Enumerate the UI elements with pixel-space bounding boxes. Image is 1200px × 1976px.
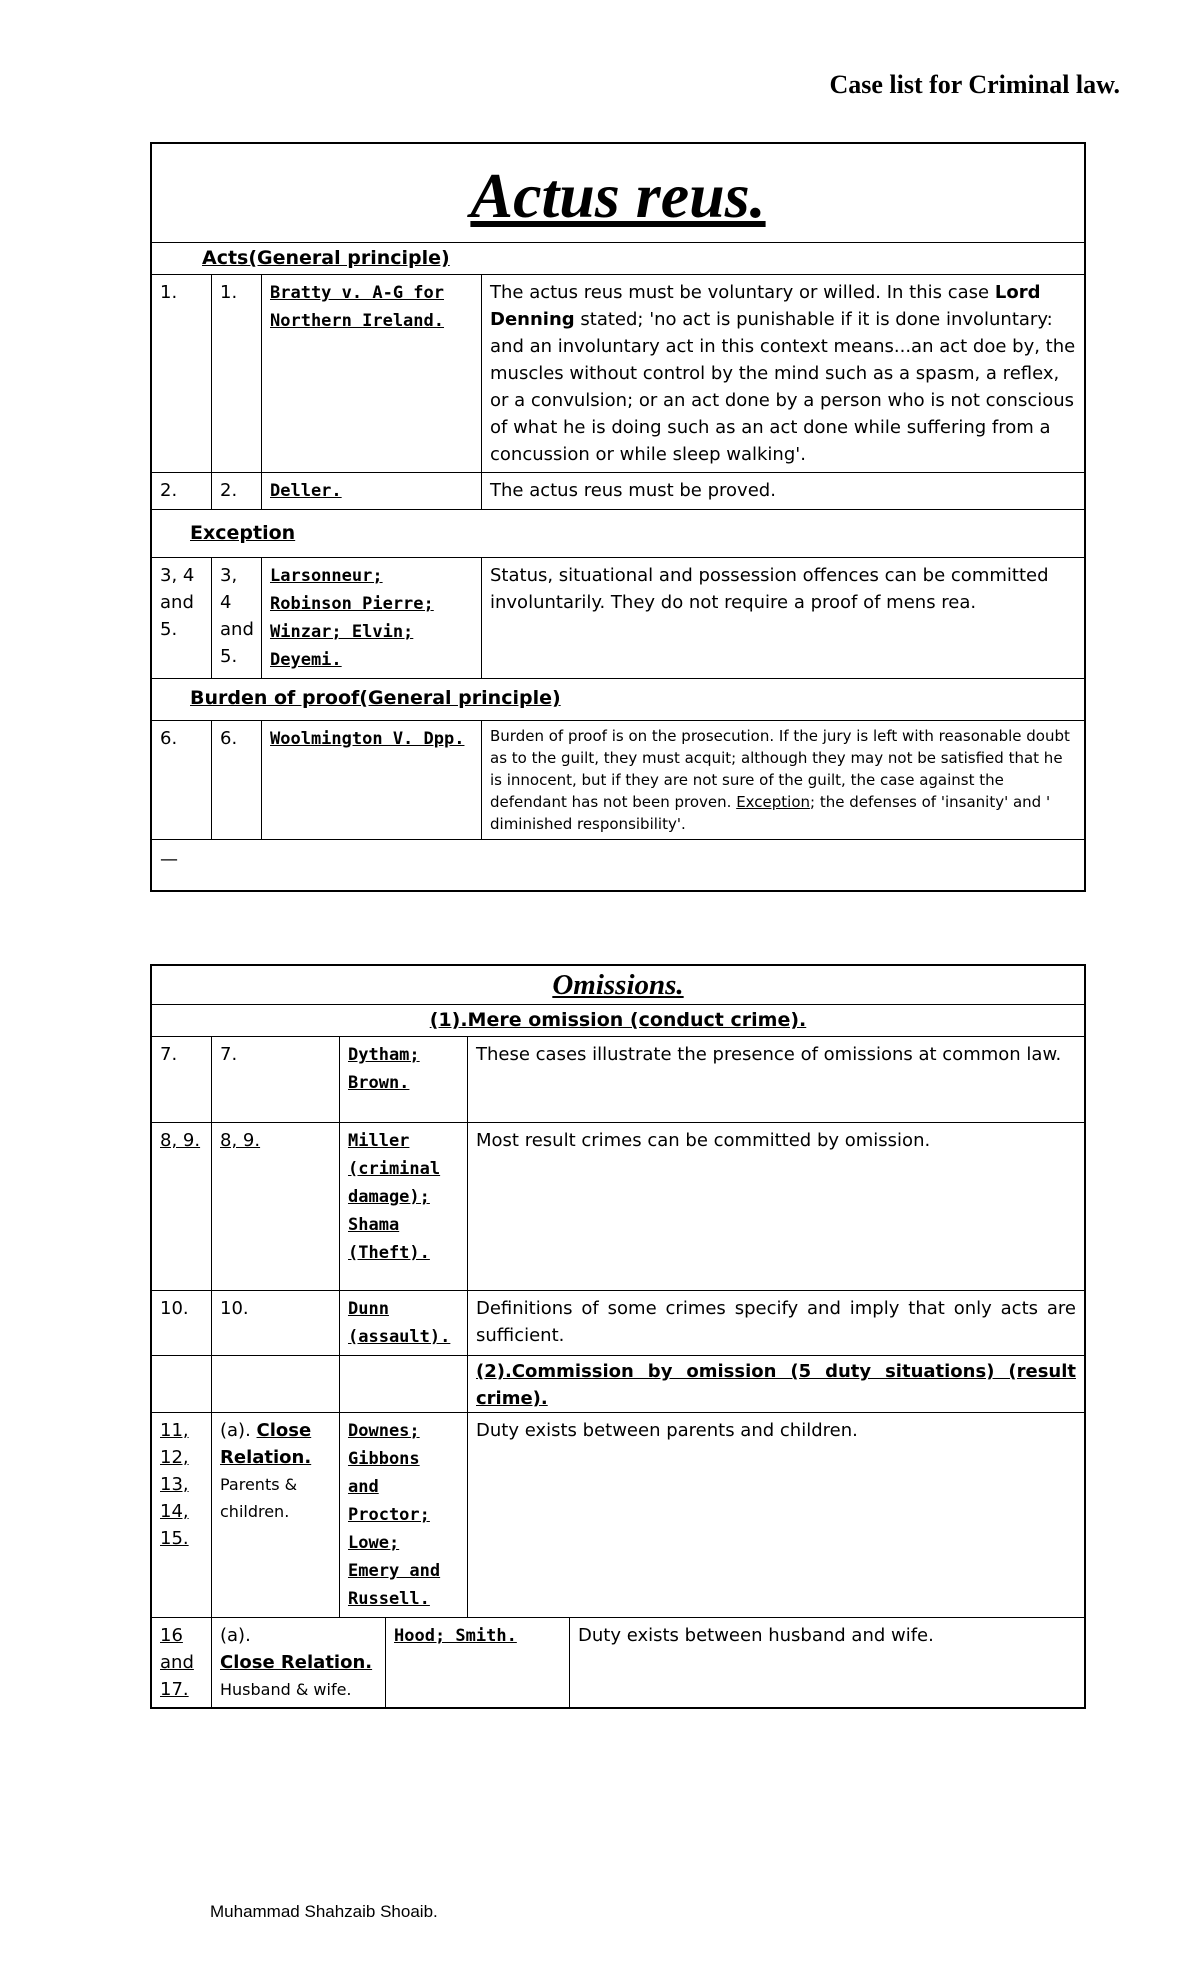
page-header-title: Case list for Criminal law. xyxy=(829,70,1120,99)
case-name: Woolmington V. Dpp. xyxy=(270,729,465,749)
duty-note: Parents & children. xyxy=(220,1475,298,1521)
table-row xyxy=(152,558,1085,679)
case-number: 10. xyxy=(212,1291,340,1356)
case-number: 3, 4 and 5. xyxy=(212,558,262,679)
commission-by-omission-heading: (2).Commission by omission (5 duty situations) (result crime). xyxy=(476,1361,1076,1409)
case-description: Burden of proof is on the prosecution. If the jury is left with reasonable doubt as to the guilt, they must acquit; although they may not be satisfied that he is innocent, but if they are not sure of the guilt, the case against the defendant has not been proven. Exception; the defenses of 'insanity' and ' diminished responsibility'. xyxy=(482,721,1085,840)
row-number: 11, 12, 13, 14, 15. xyxy=(152,1413,212,1618)
case-name: Dunn (assault). xyxy=(348,1299,451,1347)
footer-author: Muhammad Shahzaib Shoaib. xyxy=(210,1902,438,1921)
case-number: 1. xyxy=(212,275,262,473)
case-description: Duty exists between parents and children. xyxy=(468,1413,1085,1618)
duty-label: Close Relation. xyxy=(220,1652,373,1673)
burden-of-proof-heading: Burden of proof(General principle) xyxy=(190,687,561,709)
table-row xyxy=(152,1413,1085,1618)
mere-omission-heading: (1).Mere omission (conduct crime). xyxy=(429,1009,807,1031)
case-name: Larsonneur; Robinson Pierre; Winzar; Elvin; Deyemi. xyxy=(270,566,434,670)
table-row xyxy=(152,1037,1085,1123)
table-row xyxy=(152,721,1085,840)
case-description: Most result crimes can be committed by omission. xyxy=(468,1123,1085,1291)
table-row xyxy=(152,1291,1085,1356)
table-row xyxy=(152,1123,1085,1291)
actus-reus-title: Actus reus. xyxy=(152,144,1085,243)
row-number: 3, 4 and 5. xyxy=(152,558,212,679)
table-row xyxy=(152,1618,1085,1708)
row-number: 6. xyxy=(152,721,212,840)
omissions-title: Omissions. xyxy=(152,966,1085,1005)
case-number: 7. xyxy=(212,1037,340,1123)
case-description: Duty exists between husband and wife. xyxy=(570,1618,1085,1708)
acts-general-principle-heading: Acts(General principle) xyxy=(202,247,450,269)
case-name: Hood; Smith. xyxy=(394,1626,517,1646)
case-name: Deller. xyxy=(270,481,342,501)
table-row xyxy=(152,275,1085,473)
row-number: 1. xyxy=(152,275,212,473)
case-description: The actus reus must be voluntary or willed. In this case Lord Denning stated; 'no act is punishable if it is done involuntary: and an involuntary act in this context means...an act doe by, the muscles without control by the mind such as a spasm, a reflex, or a convulsion; or an act done by a person who is not conscious of what he is doing such as an act done while suffering from a concussion or while sleep walking'. xyxy=(482,275,1085,473)
empty-row: — xyxy=(152,840,1085,891)
exception-heading: Exception xyxy=(190,522,296,544)
omissions-table xyxy=(150,964,1086,1709)
case-description: These cases illustrate the presence of omissions at common law. xyxy=(468,1037,1085,1123)
case-description: The actus reus must be proved. xyxy=(482,473,1085,510)
actus-reus-table xyxy=(150,142,1086,892)
case-name: Dytham; Brown. xyxy=(348,1045,420,1093)
row-number: 8, 9. xyxy=(152,1123,212,1291)
case-name: Miller (criminal damage); Shama (Theft). xyxy=(348,1131,441,1263)
duty-label-prefix: (a). xyxy=(220,1420,251,1441)
case-number: 8, 9. xyxy=(212,1123,340,1291)
case-name: Downes; Gibbons and Proctor; Lowe; Emery and Russell. xyxy=(348,1421,441,1609)
duty-note: Husband & wife. xyxy=(220,1680,352,1699)
duty-label-prefix: (a). xyxy=(220,1625,251,1646)
case-number: 6. xyxy=(212,721,262,840)
row-number: 2. xyxy=(152,473,212,510)
case-description: Definitions of some crimes specify and imply that only acts are sufficient. xyxy=(468,1291,1085,1356)
case-description: Status, situational and possession offences can be committed involuntarily. They do not require a proof of mens rea. xyxy=(482,558,1085,679)
row-number: 16 and 17. xyxy=(152,1618,212,1708)
row-number: 10. xyxy=(152,1291,212,1356)
row-number: 7. xyxy=(152,1037,212,1123)
duty-label: Close Relation. xyxy=(220,1420,312,1468)
case-number: 2. xyxy=(212,473,262,510)
case-name: Bratty v. A-G for Northern Ireland. xyxy=(270,283,444,331)
table-row xyxy=(152,473,1085,510)
